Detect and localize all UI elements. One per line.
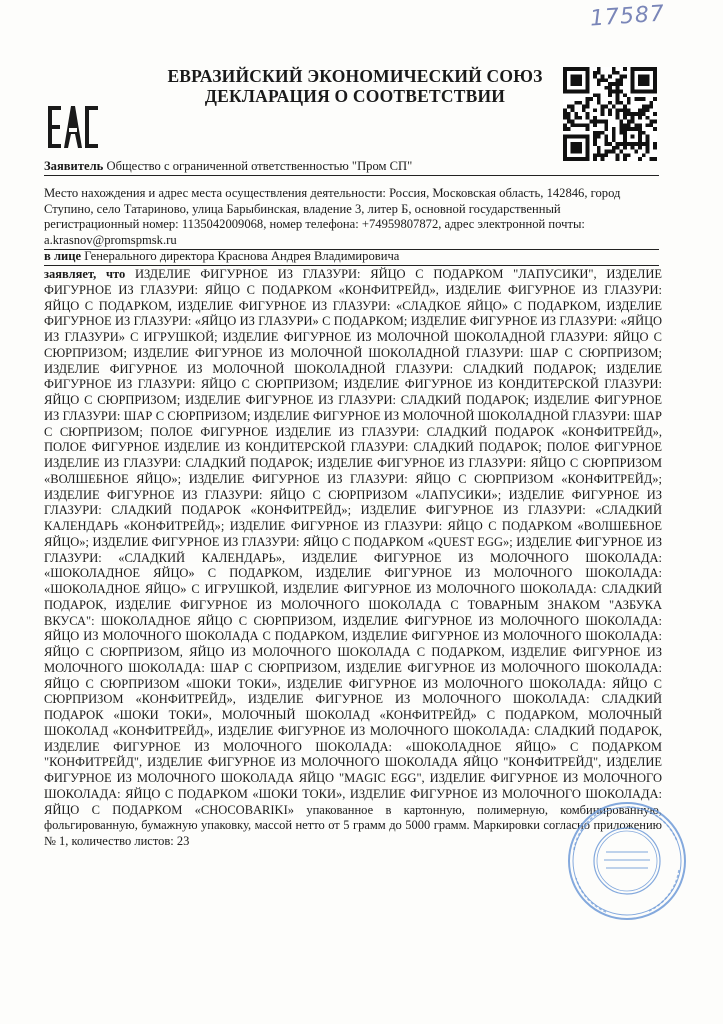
representative-label: в лице — [44, 249, 82, 263]
eac-logo-icon — [47, 104, 99, 150]
representative-line — [44, 249, 659, 266]
declaration-label: заявляет, что — [44, 267, 126, 281]
declaration-body — [44, 267, 662, 850]
applicant-value: Общество с ограниченной ответственностью "Пром СП" — [106, 159, 413, 173]
representative-value: Генерального директора Краснова Андрея Владимировича — [84, 249, 400, 263]
title-line-2: ДЕКЛАРАЦИЯ О СООТВЕТСТВИИ — [204, 86, 506, 106]
handwritten-number: 17587 — [589, 1, 666, 32]
title-line-1: ЕВРАЗИЙСКИЙ ЭКОНОМИЧЕСКИЙ СОЮЗ — [167, 66, 543, 86]
address-block — [44, 186, 659, 250]
declaration-products: ИЗДЕЛИЕ ФИГУРНОЕ ИЗ ГЛАЗУРИ: ЯЙЦО С ПОДАРКОМ "ЛАПУСИКИ", ИЗДЕЛИЕ ФИГУРНОЕ ИЗ ГЛАЗУРИ: ЯЙЦО С ПОДАРКОМ «КОНФИТРЕЙД», ИЗДЕЛИЕ ФИГУРНОЕ ИЗ ГЛАЗУРИ: ЯЙЦО С ПОДАРКОМ, ИЗДЕЛИЕ ФИГУРНОЕ ИЗ ГЛАЗУРИ: «СЛАДКОЕ ЯЙЦО» С ПОДАРКОМ, ИЗДЕЛИЕ ФИГУРНОЕ ИЗ ГЛАЗУРИ: «ЯЙЦО ИЗ ГЛАЗУРИ» С ПОДАРКОМ; ИЗДЕЛИЕ ФИГУРНОЕ ИЗ ГЛАЗУРИ: «ЯЙЦО ИЗ ГЛАЗУРИ» С ИГРУШКОЙ; ИЗДЕЛИЕ ФИГУРНОЕ ИЗ МОЛОЧНОЙ ШОКОЛАДНОЙ ГЛАЗУРИ: ЯЙЦО С СЮРПРИЗОМ; ИЗДЕЛИЕ ФИГУРНОЕ ИЗ МОЛОЧНОЙ ШОКОЛАДНОЙ ГЛАЗУРИ: ШАР С СЮРПРИЗОМ; ИЗДЕЛИЕ ФИГУРНОЕ ИЗ МОЛОЧНОЙ ШОКОЛАДНОЙ ГЛАЗУРИ: СЛАДКИЙ ПОДАРОК; ИЗДЕЛИЕ ФИГУРНОЕ ИЗ ГЛАЗУРИ: ЯЙЦО С СЮРПРИЗОМ; ИЗДЕЛИЕ ФИГУРНОЕ ИЗ КОНДИТЕРСКОЙ ГЛАЗУРИ: ЯЙЦО С СЮРПРИЗОМ; ИЗДЕЛИЕ ФИГУРНОЕ ИЗ ГЛАЗУРИ: СЛАДКИЙ ПОДАРОК; ИЗДЕЛИЕ ФИГУРНОЕ ИЗ ГЛАЗУРИ: ШАР С СЮРПРИЗОМ; ИЗДЕЛИЕ ФИГУРНОЕ ИЗ МОЛОЧНОЙ ШОКОЛАДНОЙ ГЛАЗУРИ: ШАР С СЮРПРИЗОМ; ПОЛОЕ ФИГУРНОЕ ИЗДЕЛИЕ ИЗ ГЛАЗУРИ: СЛАДКИЙ ПОДАРОК «КОНФИТРЕЙД», ПОЛОЕ ФИГУРНОЕ ИЗДЕЛИЕ ИЗ КОНДИТЕРСКОЙ ГЛАЗУРИ: СЛАДКИЙ ПОДАРОК; ПОЛОЕ ФИГУРНОЕ ИЗДЕЛИЕ ИЗ ГЛАЗУРИ: СЛАДКИЙ ПОДАРОК; ИЗДЕЛИЕ ФИГУРНОЕ ИЗ ГЛАЗУРИ: ЯЙЦО С СЮРПРИЗОМ «ВОЛШЕБНОЕ ЯЙЦО»; ИЗДЕЛИЕ ФИГУРНОЕ ИЗ ГЛАЗУРИ: ЯЙЦО С СЮРПРИЗОМ «КОНФИТРЕЙД»; ИЗДЕЛИЕ ФИГУРНОЕ ИЗ ГЛАЗУРИ: ЯЙЦО С СЮРПРИЗОМ «ЛАПУСИКИ»; ИЗДЕЛИЕ ФИГУРНОЕ ИЗ ГЛАЗУРИ: СЛАДКИЙ ПОДАРОК «КОНФИТРЕЙД»; ИЗДЕЛИЕ ФИГУРНОЕ ИЗ ГЛАЗУРИ: «СЛАДКИЙ КАЛЕНДАРЬ «КОНФИТРЕЙД»; ИЗДЕЛИЕ ФИГУРНОЕ ИЗ ГЛАЗУРИ: ЯЙЦО С ПОДАРКОМ «ВОЛШЕБНОЕ ЯЙЦО»; ИЗДЕЛИЕ ФИГУРНОЕ ИЗ ГЛАЗУРИ: ЯЙЦО С ПОДАРКОМ «QUEST EGG»; ИЗДЕЛИЕ ФИГУРНОЕ ИЗ ГЛАЗУРИ: «СЛАДКИЙ КАЛЕНДАРЬ», ИЗДЕЛИЕ ФИГУРНОЕ ИЗ МОЛОЧНОГО ШОКОЛАДА: «ШОКОЛАДНОЕ ЯЙЦО» С ПОДАРКОМ, ИЗДЕЛИЕ ФИГУРНОЕ ИЗ МОЛОЧНОГО ШОКОЛАДА: «ШОКОЛАДНОЕ ЯЙЦО» С ИГРУШКОЙ, ИЗДЕЛИЕ ФИГУРНОЕ ИЗ МОЛОЧНОГО ШОКОЛАДА: СЛАДКИЙ ПОДАРОК, ИЗДЕЛИЕ ФИГУРНОЕ ИЗ МОЛОЧНОГО ШОКОЛАДА С ТОВАРНЫМ ЗНАКОМ "АЗБУКА ВКУСА": ШОКОЛАДНОЕ ЯЙЦО С СЮРПРИЗОМ, ИЗДЕЛИЕ ФИГУРНОЕ ИЗ МОЛОЧНОГО ШОКОЛАДА: ЯЙЦО ИЗ МОЛОЧНОГО ШОКОЛАДА С ПОДАРКОМ, ИЗДЕЛИЕ ФИГУРНОЕ ИЗ МОЛОЧНОГО ШОКОЛАДА: ЯЙЦО С СЮРПРИЗОМ, ЯЙЦО ИЗ МОЛОЧНОГО ШОКОЛАДА С ПОДАРКОМ, ИЗДЕЛИЕ ФИГУРНОЕ ИЗ МОЛОЧНОГО ШОКОЛАДА: ШАР С СЮРПРИЗОМ, ИЗДЕЛИЕ ФИГУРНОЕ ИЗ МОЛОЧНОГО ШОКОЛАДА: ЯЙЦО С СЮРПРИЗОМ «ШОКИ ТОКИ», ИЗДЕЛИЕ ФИГУРНОЕ ИЗ МОЛОЧНОГО ШОКОЛАДА: ЯЙЦО С СЮРПРИЗОМ «КОНФИТРЕЙД», ИЗДЕЛИЕ ФИГУРНОЕ ИЗ МОЛОЧНОГО ШОКОЛАДА: СЛАДКИЙ ПОДАРОК «ШОКИ ТОКИ», МОЛОЧНЫЙ ШОКОЛАД «КОНФИТРЕЙД» С ПОДАРКОМ, МОЛОЧНЫЙ ШОКОЛАД «КОНФИТРЕЙД», ИЗДЕЛИЕ ФИГУРНОЕ ИЗ МОЛОЧНОГО ШОКОЛАДА: СЛАДКИЙ ПОДАРОК, ИЗДЕЛИЕ ФИГУРНОЕ ИЗ МОЛОЧНОГО ШОКОЛАДА: «ШОКОЛАДНОЕ ЯЙЦО» С ПОДАРКОМ "КОНФИТРЕЙД", ИЗДЕЛИЕ ФИГУРНОЕ ИЗ МОЛОЧНОГО ШОКОЛАДА ЯЙЦО "КОНФИТРЕЙД", ИЗДЕЛИЕ ФИГУРНОЕ ИЗ МОЛОЧНОГО ШОКОЛАДА ЯЙЦО "MAGIC EGG", ИЗДЕЛИЕ ФИГУРНОЕ ИЗ МОЛОЧНОГО ШОКОЛАДА: ЯЙЦО С ПОДАРКОМ «ШОКИ ТОКИ», ИЗДЕЛИЕ ФИГУРНОЕ ИЗ МОЛОЧНОГО ШОКОЛАДА: ЯЙЦО С ПОДАРКОМ «CHOCOBARIKI» — [44, 267, 662, 817]
round-stamp-icon — [566, 800, 688, 922]
declaration-packaging: упакованное в картонную, полимерную, комбинированную, фольгированную, бумажную упаковку, массой нетто от 5 грамм до 5000 грамм. Маркировки согласно приложению № 1, количество листов: 23 — [44, 802, 662, 848]
address-text: Место нахождения и адрес места осуществления деятельности: Россия, Московская область, 142846, город Ступино, село Татариново, улица Барыбинская, владение 3, литер Б, основной государственный регистрационный номер: 1135042009068, номер телефона: +74959807872, адрес электронной почты: a.krasnov@promspmsk.ru — [44, 186, 621, 248]
document-title — [120, 66, 590, 106]
qr-code-icon — [563, 67, 657, 161]
applicant-line — [44, 159, 659, 176]
applicant-label: Заявитель — [44, 159, 104, 173]
